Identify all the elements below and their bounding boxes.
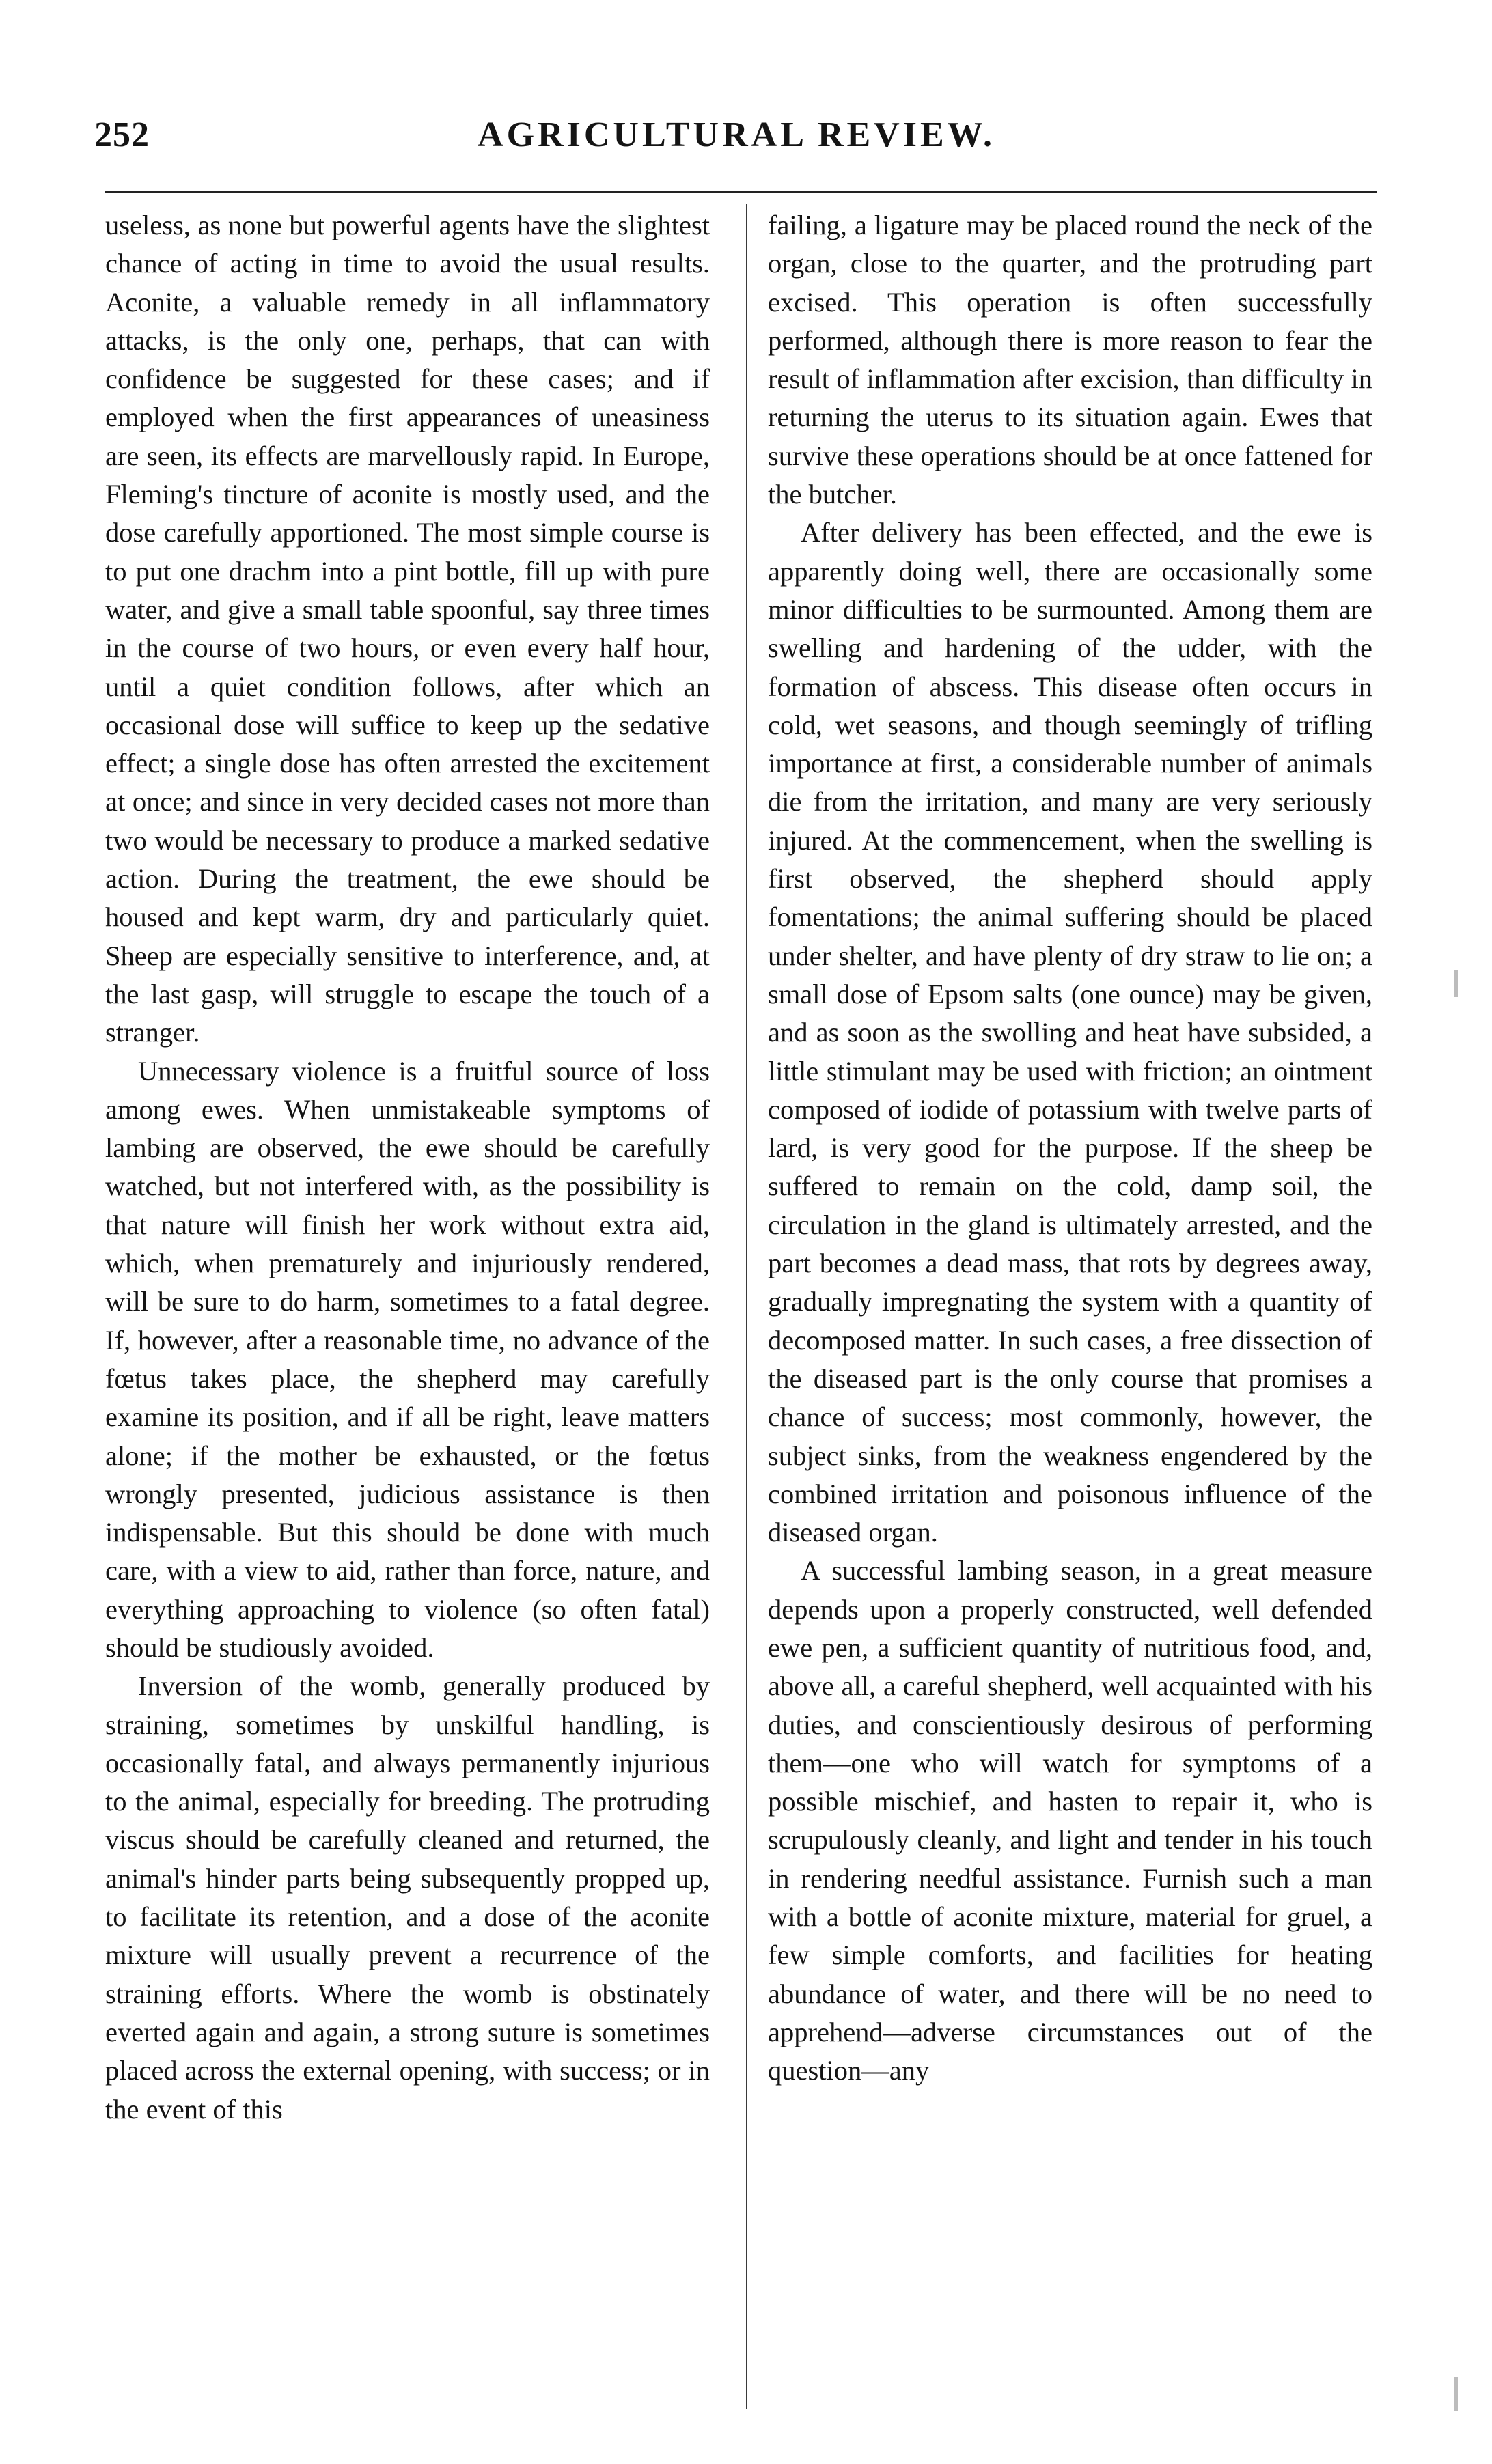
paragraph: A successful lambing season, in a great measure depends upon a properly constructed, well defended ewe pen, a sufficient quantity of nutritious food, and, above all, a careful shepherd, well acquainted with his duties, and conscientiously desirous of performing them—one who will watch for symptoms of a possible mischief, and hasten to repair it, who is scrupulously cleanly, and light and tender in his touch in rendering needful assistance. Furnish such a man with a bottle of aconite mixture, material for gruel, a few simple comforts, and facilities for heating abundance of water, and there will be no need to apprehend—adverse circumstances out of the question—any bbox=[768, 1555, 1372, 2086]
paragraph: Inversion of the womb, generally produced by straining, sometimes by unskilful handling, is occasionally fatal, and always permanently injurious to the animal, especially for breeding. The protruding viscus should be carefully cleaned and returned, the animal's hinder parts being subsequently propped up, to facilitate its retention, and a dose of the aconite mixture will usually prevent a recurrence of the straining efforts. Where the womb is obstinately everted again and again, a strong suture is sometimes placed across the external opening, with success; or in the event of this bbox=[105, 1670, 710, 2125]
paragraph: useless, as none but powerful agents have the slightest chance of acting in time to avoid the usual results. Aconite, a valuable remedy in all inflammatory attacks, is the only one, perhaps, that can with confidence be suggested for these cases; and if employed when the first appearances of uneasiness are seen, its effects are marvellously rapid. In Europe, Fleming's tincture of aconite is mostly used, and the dose carefully apportioned. The most simple course is to put one drachm into a pint bottle, fill up with pure water, and give a small table spoonful, say three times in the course of two hours, or even every half hour, until a quiet condition follows, after which an occasional dose will suffice to keep up the sedative effect; a single dose has often arrested the excitement at once; and since in very decided cases not more than two would be necessary to produce a marked sedative action. During the treatment, the ewe should be housed and kept warm, dry and particularly quiet. Sheep are especially sensitive to interference, and, at the last gasp, will struggle to escape the touch of a stranger. bbox=[105, 210, 710, 1048]
left-column bbox=[105, 206, 710, 2129]
page-header bbox=[94, 115, 1379, 176]
scan-edge-mark bbox=[1454, 2377, 1458, 2411]
column-divider bbox=[746, 204, 747, 2409]
scan-edge-mark bbox=[1454, 970, 1458, 997]
paragraph: Unnecessary violence is a fruitful source of loss among ewes. When unmistakeable symptoms of lambing are observed, the ewe should be carefully watched, but not interfered with, as the possibility is that nature will finish her work without extra aid, which, when prematurely and injuriously rendered, will be sure to do harm, sometimes to a fatal degree. If, however, after a reasonable time, no advance of the fœtus takes place, the shepherd may carefully examine its position, and if all be right, leave matters alone; if the mother be exhausted, or the fœtus wrongly presented, judicious assistance is then indispensable. But this should be done with much care, with a view to aid, rather than force, nature, and everything approaching to violence (so often fatal) should be studiously avoided. bbox=[105, 1055, 710, 1663]
header-rule bbox=[105, 191, 1377, 193]
right-column bbox=[768, 206, 1372, 2090]
paragraph: After delivery has been effected, and the ewe is apparently doing well, there are occasionally some minor difficulties to be surmounted. Among them are swelling and hardening of the udder, with the formation of abscess. This disease often occurs in cold, wet seasons, and though seemingly of trifling importance at first, a considerable number of animals die from the irritation, and many are very seriously injured. At the commencement, when the swelling is first observed, the shepherd should apply fomentations; the animal suffering should be placed under shelter, and have plenty of dry straw to lie on; a small dose of Epsom salts (one ounce) may be given, and as soon as the swolling and heat have subsided, a little stimulant may be used with friction; an ointment composed of iodide of potassium with twelve parts of lard, is very good for the purpose. If the sheep be suffered to remain on the cold, damp soil, the circulation in the gland is ultimately arrested, and the part becomes a dead mass, that rots by degrees away, gradually impregnating the system with a quantity of decomposed matter. In such cases, a free dissection of the diseased part is the only course that promises a chance of success; most commonly, however, the subject sinks, from the weakness engendered by the combined irritation and poisonous influence of the diseased organ. bbox=[768, 517, 1372, 1548]
page-number: 252 bbox=[94, 115, 150, 154]
running-title: AGRICULTURAL REVIEW. bbox=[478, 115, 995, 154]
paragraph: failing, a ligature may be placed round the neck of the organ, close to the quarter, and the protruding part excised. This operation is often successfully performed, although there is more reason to fear the result of inflammation after excision, than difficulty in returning the uterus to its situation again. Ewes that survive these operations should be at once fattened for the butcher. bbox=[768, 210, 1372, 510]
